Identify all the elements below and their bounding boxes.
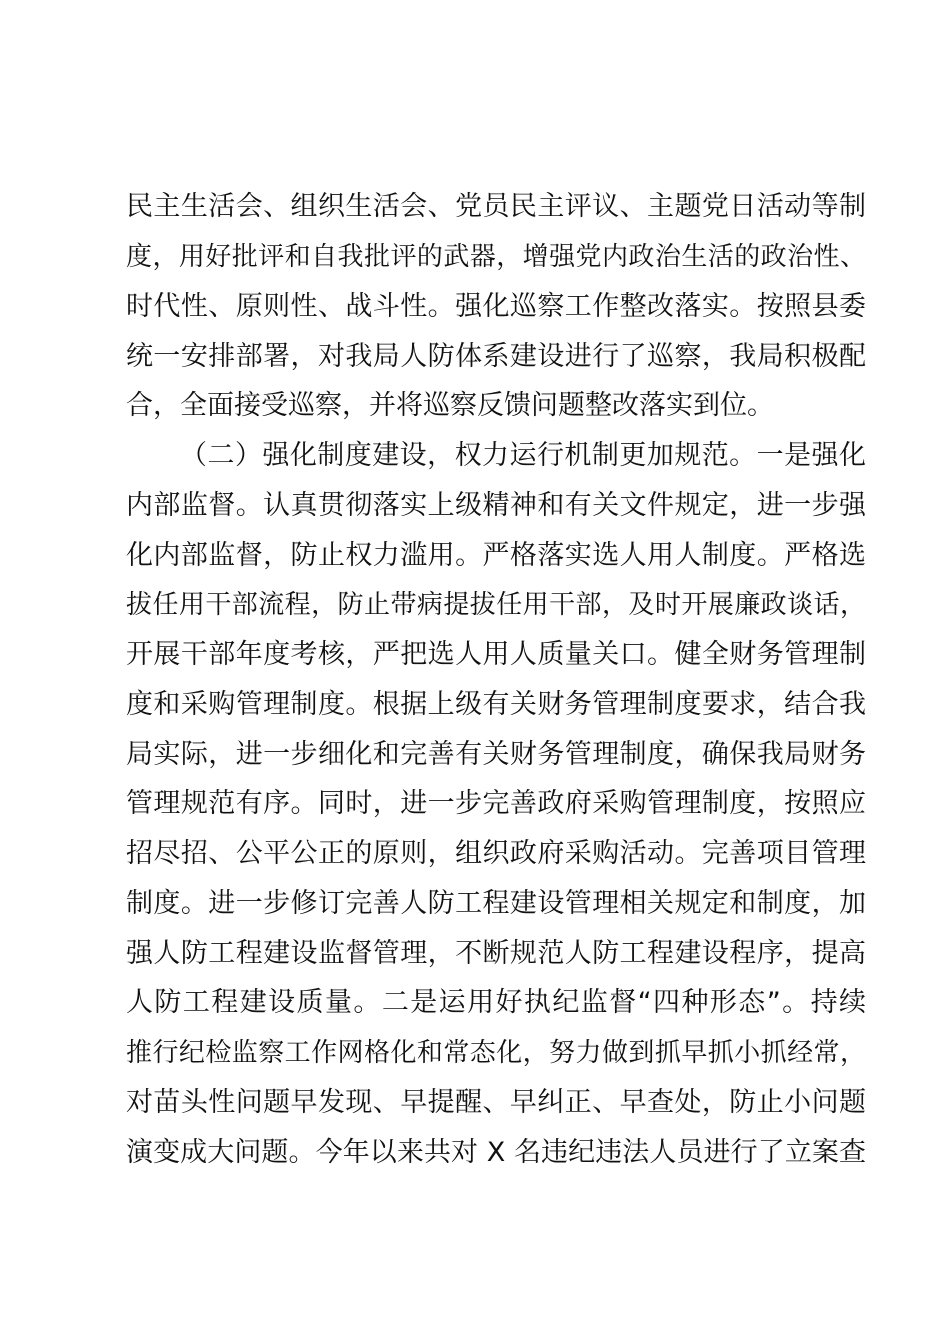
paragraph-line: 招尽招、公平公正的原则，组织政府采购活动。完善项目管理 [126,838,866,869]
paragraph-line: 演变成大问题。今年以来共对 X 名违纪违法人员进行了立案查 [126,1137,866,1168]
paragraph-line: 局实际，进一步细化和完善有关财务管理制度，确保我局财务 [126,739,866,770]
paragraph-line: 民主生活会、组织生活会、党员民主评议、主题党日活动等制 [126,191,866,222]
paragraph-line: 时代性、原则性、战斗性。强化巡察工作整改落实。按照县委 [126,291,866,322]
paragraph-line: 统一安排部署，对我局人防体系建设进行了巡察，我局积极配 [126,341,866,372]
paragraph-line: 度，用好批评和自我批评的武器，增强党内政治生活的政治性、 [126,242,866,272]
paragraph-line: 对苗头性问题早发现、早提醒、早纠正、早查处，防止小问题 [126,1087,866,1118]
paragraph-line: 内部监督。认真贯彻落实上级精神和有关文件规定，进一步强 [126,490,866,521]
paragraph-line: 合，全面接受巡察，并将巡察反馈问题整改落实到位。 [126,390,774,421]
paragraph-line: 开展干部年度考核，严把选人用人质量关口。健全财务管理制 [126,639,866,670]
paragraph-line: 拔任用干部流程，防止带病提拔任用干部，及时开展廉政谈话， [126,590,866,620]
paragraph-line: 推行纪检监察工作网格化和常态化，努力做到抓早抓小抓经常， [126,1038,866,1068]
paragraph-line: 人防工程建设质量。二是运用好执纪监督“四种形态”。持续 [126,987,866,1018]
paragraph-line: 强人防工程建设监督管理，不断规范人防工程建设程序，提高 [126,938,866,969]
section-heading-line: （二）强化制度建设，权力运行机制更加规范。一是强化 [180,440,866,471]
paragraph-line: 制度。进一步修订完善人防工程建设管理相关规定和制度，加 [126,888,866,919]
paragraph-line: 度和采购管理制度。根据上级有关财务管理制度要求，结合我 [126,689,866,720]
paragraph-line: 管理规范有序。同时，进一步完善政府采购管理制度，按照应 [126,788,866,819]
paragraph-line: 化内部监督，防止权力滥用。严格落实选人用人制度。严格选 [126,540,866,571]
